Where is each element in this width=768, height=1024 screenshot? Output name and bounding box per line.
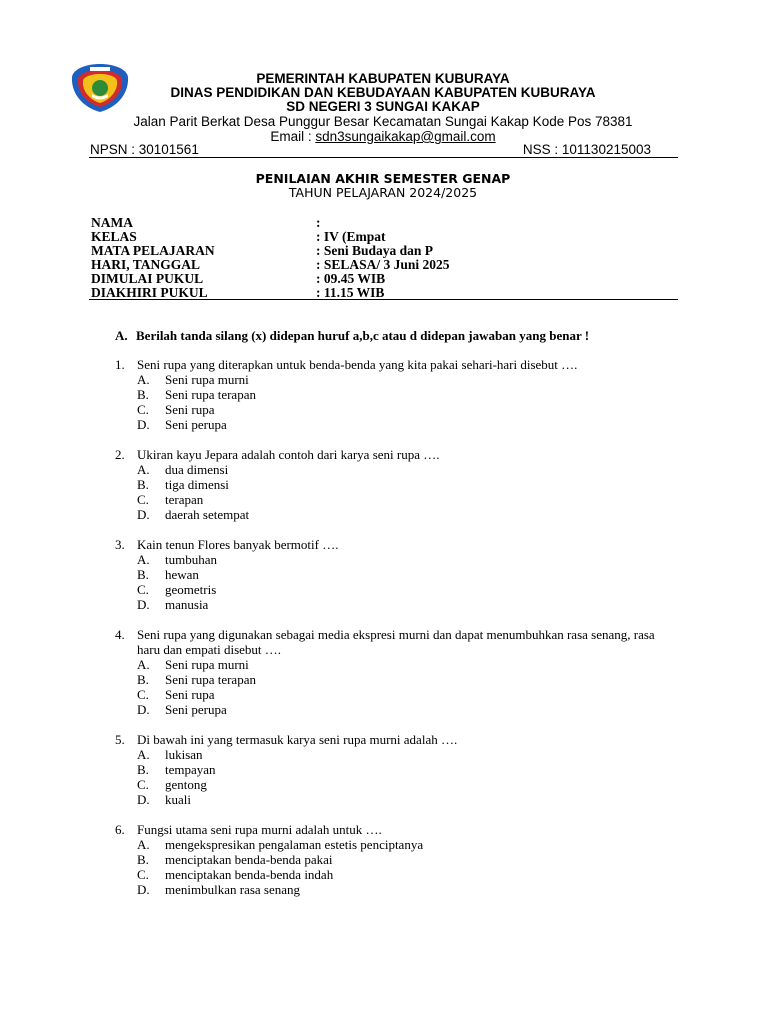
answer-option[interactable] [115, 387, 675, 402]
info-label: MATA PELAJARAN [91, 243, 215, 258]
option-text: menimbulkan rasa senang [165, 882, 301, 897]
option-text: manusia [165, 597, 209, 612]
npsn-number: NPSN : 30101561 [90, 142, 199, 157]
option-letter: A. [137, 837, 150, 852]
answer-option[interactable] [115, 882, 675, 897]
info-value: : [316, 215, 321, 230]
option-text: hewan [165, 567, 199, 582]
info-row-name [91, 216, 677, 230]
option-letter: D. [137, 417, 150, 432]
info-value: : 09.45 WIB [316, 271, 386, 286]
answer-option[interactable] [115, 837, 675, 852]
answer-option[interactable] [115, 867, 675, 882]
option-letter: C. [137, 867, 149, 882]
question-number: 1. [115, 357, 125, 372]
letterhead [88, 72, 678, 144]
question-text: Kain tenun Flores banyak bermotif …. [137, 537, 339, 552]
section-a-instruction [115, 328, 589, 344]
option-letter: B. [137, 477, 149, 492]
option-letter: C. [137, 582, 149, 597]
question-number: 5. [115, 732, 125, 747]
answer-option[interactable] [115, 462, 675, 477]
option-text: menciptakan benda-benda pakai [165, 852, 333, 867]
answer-option[interactable] [115, 492, 675, 507]
info-label: DIMULAI PUKUL [91, 271, 204, 286]
question-stem [115, 447, 675, 462]
letterhead-government: PEMERINTAH KABUPATEN KUBURAYA [256, 71, 510, 86]
question-text: Fungsi utama seni rupa murni adalah untuk …. [137, 822, 382, 837]
option-letter: D. [137, 882, 150, 897]
question-item [115, 732, 675, 807]
info-label: DIAKHIRI PUKUL [91, 285, 208, 300]
answer-option[interactable] [115, 507, 675, 522]
answer-option[interactable] [115, 792, 675, 807]
info-row-start-time [91, 272, 677, 286]
exam-title: PENILAIAN AKHIR SEMESTER GENAP [255, 171, 511, 186]
section-letter: A. [115, 328, 128, 343]
question-stem [115, 357, 675, 372]
option-text: Seni rupa murni [165, 372, 249, 387]
option-text: Seni rupa murni [165, 657, 249, 672]
exam-academic-year: TAHUN PELAJARAN 2024/2025 [288, 185, 478, 200]
option-letter: B. [137, 762, 149, 777]
option-letter: D. [137, 597, 150, 612]
option-letter: B. [137, 852, 149, 867]
nss-number: NSS : 101130215003 [522, 142, 651, 157]
info-value: : IV (Empat [316, 229, 386, 244]
answer-option[interactable] [115, 552, 675, 567]
option-letter: C. [137, 402, 149, 417]
question-stem [115, 732, 675, 747]
question-number: 2. [115, 447, 125, 462]
question-item [115, 822, 675, 897]
option-letter: C. [137, 777, 149, 792]
answer-option[interactable] [115, 852, 675, 867]
option-letter: A. [137, 747, 150, 762]
option-text: gentong [165, 777, 207, 792]
option-letter: A. [137, 372, 150, 387]
answer-option[interactable] [115, 702, 675, 717]
info-divider [89, 299, 678, 300]
question-stem [115, 822, 675, 837]
question-stem [115, 537, 675, 552]
info-value: : SELASA/ 3 Juni 2025 [316, 257, 450, 272]
option-letter: B. [137, 672, 149, 687]
option-letter: A. [137, 462, 150, 477]
option-text: lukisan [165, 747, 203, 762]
option-text: tumbuhan [165, 552, 217, 567]
info-row-end-time [91, 286, 677, 300]
answer-option[interactable] [115, 582, 675, 597]
option-letter: B. [137, 387, 149, 402]
option-letter: A. [137, 657, 150, 672]
answer-option[interactable] [115, 777, 675, 792]
answer-option[interactable] [115, 762, 675, 777]
option-text: Seni rupa [165, 402, 215, 417]
student-info-table [91, 216, 677, 300]
option-text: daerah setempat [165, 507, 250, 522]
info-value: : Seni Budaya dan P [316, 243, 434, 258]
question-number: 4. [115, 627, 125, 642]
info-row-subject [91, 244, 677, 258]
option-text: tempayan [165, 762, 216, 777]
option-text: Seni perupa [165, 702, 227, 717]
answer-option[interactable] [115, 657, 675, 672]
info-value: : 11.15 WIB [316, 285, 385, 300]
header-divider [89, 157, 678, 158]
question-text: Di bawah ini yang termasuk karya seni rupa murni adalah …. [137, 732, 458, 747]
option-text: menciptakan benda-benda indah [165, 867, 334, 882]
option-text: kuali [165, 792, 191, 807]
info-label: KELAS [91, 229, 137, 244]
option-text: geometris [165, 582, 217, 597]
option-letter: D. [137, 507, 150, 522]
option-text: terapan [165, 492, 204, 507]
answer-option[interactable] [115, 477, 675, 492]
option-letter: B. [137, 567, 149, 582]
letterhead-address: Jalan Parit Berkat Desa Punggur Besar Kecamatan Sungai Kakap Kode Pos 78381 [133, 114, 633, 129]
answer-option[interactable] [115, 747, 675, 762]
option-text: tiga dimensi [165, 477, 229, 492]
option-letter: D. [137, 702, 150, 717]
info-label: HARI, TANGGAL [91, 257, 201, 272]
question-list [115, 357, 675, 912]
question-item [115, 537, 675, 612]
question-item [115, 447, 675, 522]
info-row-class [91, 230, 677, 244]
email-label: Email : [270, 129, 316, 144]
answer-option[interactable] [115, 567, 675, 582]
answer-option[interactable] [115, 597, 675, 612]
option-letter: A. [137, 552, 150, 567]
question-item [115, 357, 675, 432]
email-link[interactable]: sdn3sungaikakap@gmail.com [315, 129, 496, 144]
answer-option[interactable] [115, 402, 675, 417]
option-text: Seni rupa [165, 687, 215, 702]
question-text: Seni rupa yang digunakan sebagai media ekspresi murni dan dapat menumbuhkan rasa senang, rasa haru dan empati disebut …. [137, 627, 655, 657]
answer-option[interactable] [115, 372, 675, 387]
option-letter: D. [137, 792, 150, 807]
option-text: dua dimensi [165, 462, 229, 477]
question-number: 6. [115, 822, 125, 837]
question-stem [115, 627, 675, 657]
question-text: Seni rupa yang diterapkan untuk benda-benda yang kita pakai sehari-hari disebut …. [137, 357, 578, 372]
school-identifiers [90, 143, 678, 157]
option-text: Seni perupa [165, 417, 227, 432]
letterhead-school-name: SD NEGERI 3 SUNGAI KAKAP [286, 99, 480, 114]
question-text: Ukiran kayu Jepara adalah contoh dari karya seni rupa …. [137, 447, 440, 462]
option-letter: C. [137, 492, 149, 507]
option-letter: C. [137, 687, 149, 702]
exam-title-block [88, 172, 678, 201]
question-item [115, 627, 675, 717]
info-row-date [91, 258, 677, 272]
answer-option[interactable] [115, 417, 675, 432]
question-number: 3. [115, 537, 125, 552]
section-instruction-text: Berilah tanda silang (x) didepan huruf a,b,c atau d didepan jawaban yang benar ! [136, 328, 590, 343]
letterhead-department: DINAS PENDIDIKAN DAN KEBUDAYAAN KABUPATEN KUBURAYA [170, 85, 596, 100]
answer-option[interactable] [115, 687, 675, 702]
option-text: mengekspresikan pengalaman estetis penciptanya [165, 837, 424, 852]
option-text: Seni rupa terapan [165, 672, 256, 687]
option-text: Seni rupa terapan [165, 387, 256, 402]
answer-option[interactable] [115, 672, 675, 687]
info-label: NAMA [91, 215, 133, 230]
